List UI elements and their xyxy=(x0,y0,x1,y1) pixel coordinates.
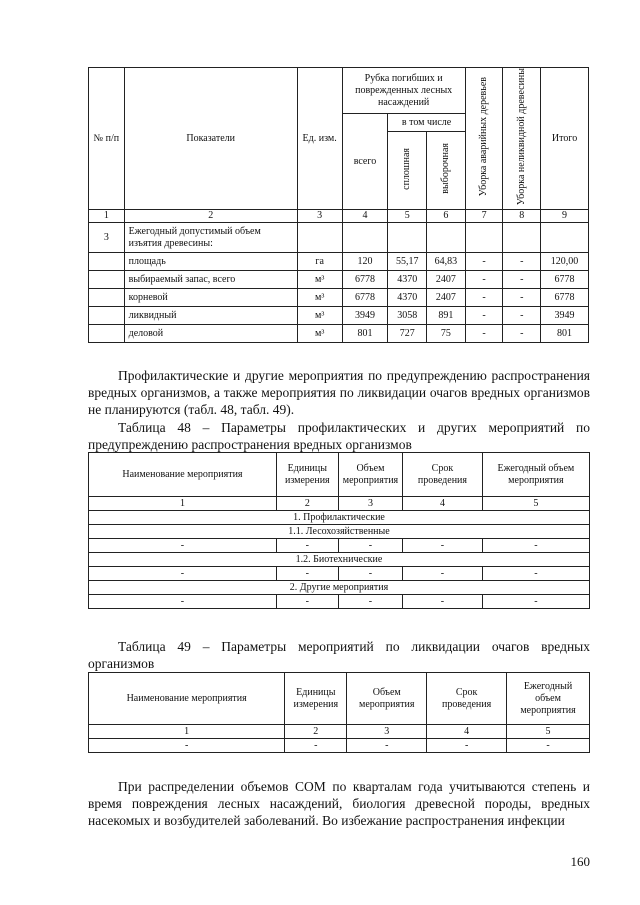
empty-cell xyxy=(388,223,427,253)
cell: 6778 xyxy=(342,289,388,307)
cell: 55,17 xyxy=(388,253,427,271)
cell: 6778 xyxy=(342,271,388,289)
cell: 75 xyxy=(427,325,466,343)
empty-cell xyxy=(89,289,125,307)
empty-cell xyxy=(342,223,388,253)
header-emergency: Уборка аварийных деревьев xyxy=(478,76,490,197)
section-num: 3 xyxy=(89,223,125,253)
cell: - xyxy=(465,289,503,307)
cell: 120 xyxy=(342,253,388,271)
cell: - xyxy=(503,271,541,289)
row-label: ликвидный xyxy=(124,307,297,325)
header-units: Единицы измерения xyxy=(276,453,338,497)
cell: - xyxy=(503,289,541,307)
cell: - xyxy=(338,595,402,609)
header-nonliquid-cell xyxy=(503,68,541,210)
header-name: Наименование мероприятия xyxy=(89,673,285,725)
colnum: 1 xyxy=(89,497,277,511)
colnum: 1 xyxy=(89,725,285,739)
cell: - xyxy=(89,539,277,553)
colnum: 8 xyxy=(503,210,541,223)
cell: - xyxy=(276,567,338,581)
header-term: Срок проведения xyxy=(403,453,483,497)
colnum: 6 xyxy=(427,210,466,223)
page-number: 160 xyxy=(570,854,590,869)
cell: 120,00 xyxy=(541,253,589,271)
table-row xyxy=(89,567,590,581)
row-label: выбираемый запас, всего xyxy=(124,271,297,289)
row-unit: га xyxy=(297,253,342,271)
colnum-row xyxy=(89,725,590,739)
cell: 2407 xyxy=(427,289,466,307)
cell: 6778 xyxy=(541,271,589,289)
cell: - xyxy=(89,595,277,609)
header-units: Единицы измерения xyxy=(285,673,347,725)
colnum: 1 xyxy=(89,210,125,223)
cell: 891 xyxy=(427,307,466,325)
colnum: 2 xyxy=(124,210,297,223)
cell: - xyxy=(465,253,503,271)
cell: - xyxy=(482,539,589,553)
header-solid: сплошная xyxy=(401,147,413,190)
cell: 4370 xyxy=(388,271,427,289)
header-annual: Ежегодный объем мероприятия xyxy=(507,673,590,725)
cell: - xyxy=(465,307,503,325)
colnum: 9 xyxy=(541,210,589,223)
felling-table xyxy=(88,67,589,343)
cell: 801 xyxy=(541,325,589,343)
header-unit: Ед. изм. xyxy=(297,68,342,210)
colnum: 3 xyxy=(297,210,342,223)
table49 xyxy=(88,672,590,753)
cell: 3058 xyxy=(388,307,427,325)
cell: - xyxy=(276,595,338,609)
header-term: Срок проведения xyxy=(427,673,507,725)
section-heading: 1. Профилактические xyxy=(89,511,590,525)
row-unit: м³ xyxy=(297,289,342,307)
header-nonliquid: Уборка неликвидной древесины xyxy=(515,68,527,206)
cell: 64,83 xyxy=(427,253,466,271)
table48-caption: Таблица 48 – Параметры профилактических и других мероприятий по предупреждению распространения вредных организмов xyxy=(88,420,590,452)
section-label: Ежегодный допустимый объем изъятия древесины: xyxy=(124,223,297,253)
table-row xyxy=(89,739,590,753)
cell: - xyxy=(89,739,285,753)
header-num: № п/п xyxy=(89,68,125,210)
colnum: 2 xyxy=(276,497,338,511)
cell: - xyxy=(403,595,483,609)
colnum: 3 xyxy=(347,725,427,739)
header-volume: Объем мероприятия xyxy=(347,673,427,725)
colnum: 3 xyxy=(338,497,402,511)
section-heading: 1.1. Лесохозяйственные xyxy=(89,525,590,539)
empty-cell xyxy=(297,223,342,253)
cell: - xyxy=(503,307,541,325)
empty-cell xyxy=(89,253,125,271)
cell: - xyxy=(465,271,503,289)
cell: - xyxy=(276,539,338,553)
cell: - xyxy=(403,539,483,553)
row-label: деловой xyxy=(124,325,297,343)
colnum: 7 xyxy=(465,210,503,223)
colnum: 5 xyxy=(388,210,427,223)
header-total-sub: всего xyxy=(342,114,388,210)
empty-cell xyxy=(541,223,589,253)
cell: - xyxy=(347,739,427,753)
cell: 801 xyxy=(342,325,388,343)
cell: - xyxy=(427,739,507,753)
table-row xyxy=(89,325,589,343)
cell: - xyxy=(503,325,541,343)
header-selective-cell xyxy=(427,132,466,210)
table-row xyxy=(89,253,589,271)
empty-cell xyxy=(89,307,125,325)
section-heading: 1.2. Биотехнические xyxy=(89,553,590,567)
colnum-row xyxy=(89,210,589,223)
table-row xyxy=(89,271,589,289)
colnum: 2 xyxy=(285,725,347,739)
empty-cell xyxy=(503,223,541,253)
cell: - xyxy=(503,253,541,271)
header-incl: в том числе xyxy=(388,114,465,132)
header-solid-cell xyxy=(388,132,427,210)
row-unit: м³ xyxy=(297,307,342,325)
cell: - xyxy=(403,567,483,581)
header-name: Наименование мероприятия xyxy=(89,453,277,497)
cell: 727 xyxy=(388,325,427,343)
row-label: площадь xyxy=(124,253,297,271)
empty-cell xyxy=(465,223,503,253)
header-felling-group: Рубка погибших и поврежденных лесных насаждений xyxy=(342,68,465,114)
table-row xyxy=(89,595,590,609)
table-row xyxy=(89,289,589,307)
table49-caption: Таблица 49 – Параметры мероприятий по ликвидации очагов вредных организмов xyxy=(88,639,590,671)
colnum: 4 xyxy=(403,497,483,511)
table48 xyxy=(88,452,590,609)
header-itogo: Итого xyxy=(541,68,589,210)
cell: - xyxy=(507,739,590,753)
cell: - xyxy=(482,595,589,609)
colnum: 4 xyxy=(342,210,388,223)
colnum: 5 xyxy=(507,725,590,739)
empty-cell xyxy=(89,325,125,343)
cell: 3949 xyxy=(541,307,589,325)
cell: 6778 xyxy=(541,289,589,307)
header-volume: Объем мероприятия xyxy=(338,453,402,497)
cell: - xyxy=(338,567,402,581)
empty-cell xyxy=(89,271,125,289)
row-unit: м³ xyxy=(297,325,342,343)
row-label: корневой xyxy=(124,289,297,307)
section-row xyxy=(89,223,589,253)
colnum-row xyxy=(89,497,590,511)
header-indicators: Показатели xyxy=(124,68,297,210)
colnum: 5 xyxy=(482,497,589,511)
paragraph-measures: Профилактические и другие мероприятия по предупреждению распространения вредных организмов, а также мероприятия по ликвидации очагов вредных организмов не планируются (табл. 48, табл. 49). xyxy=(88,368,590,417)
cell: - xyxy=(465,325,503,343)
header-annual: Ежегодный объем мероприятия xyxy=(482,453,589,497)
section-heading: 2. Другие мероприятия xyxy=(89,581,590,595)
cell: - xyxy=(285,739,347,753)
table-row xyxy=(89,307,589,325)
cell: 4370 xyxy=(388,289,427,307)
table-row xyxy=(89,539,590,553)
cell: 3949 xyxy=(342,307,388,325)
colnum: 4 xyxy=(427,725,507,739)
cell: - xyxy=(482,567,589,581)
cell: 2407 xyxy=(427,271,466,289)
cell: - xyxy=(338,539,402,553)
paragraph-distribution: При распределении объемов СОМ по кварталам года учитываются степень и время повреждения лесных насаждений, биология древесной породы, вредных насекомых и возбудителей заболеваний. Во избежание распространения инфекции xyxy=(88,779,590,828)
row-unit: м³ xyxy=(297,271,342,289)
cell: - xyxy=(89,567,277,581)
header-emergency-cell xyxy=(465,68,503,210)
empty-cell xyxy=(427,223,466,253)
header-selective: выборочная xyxy=(439,143,451,195)
